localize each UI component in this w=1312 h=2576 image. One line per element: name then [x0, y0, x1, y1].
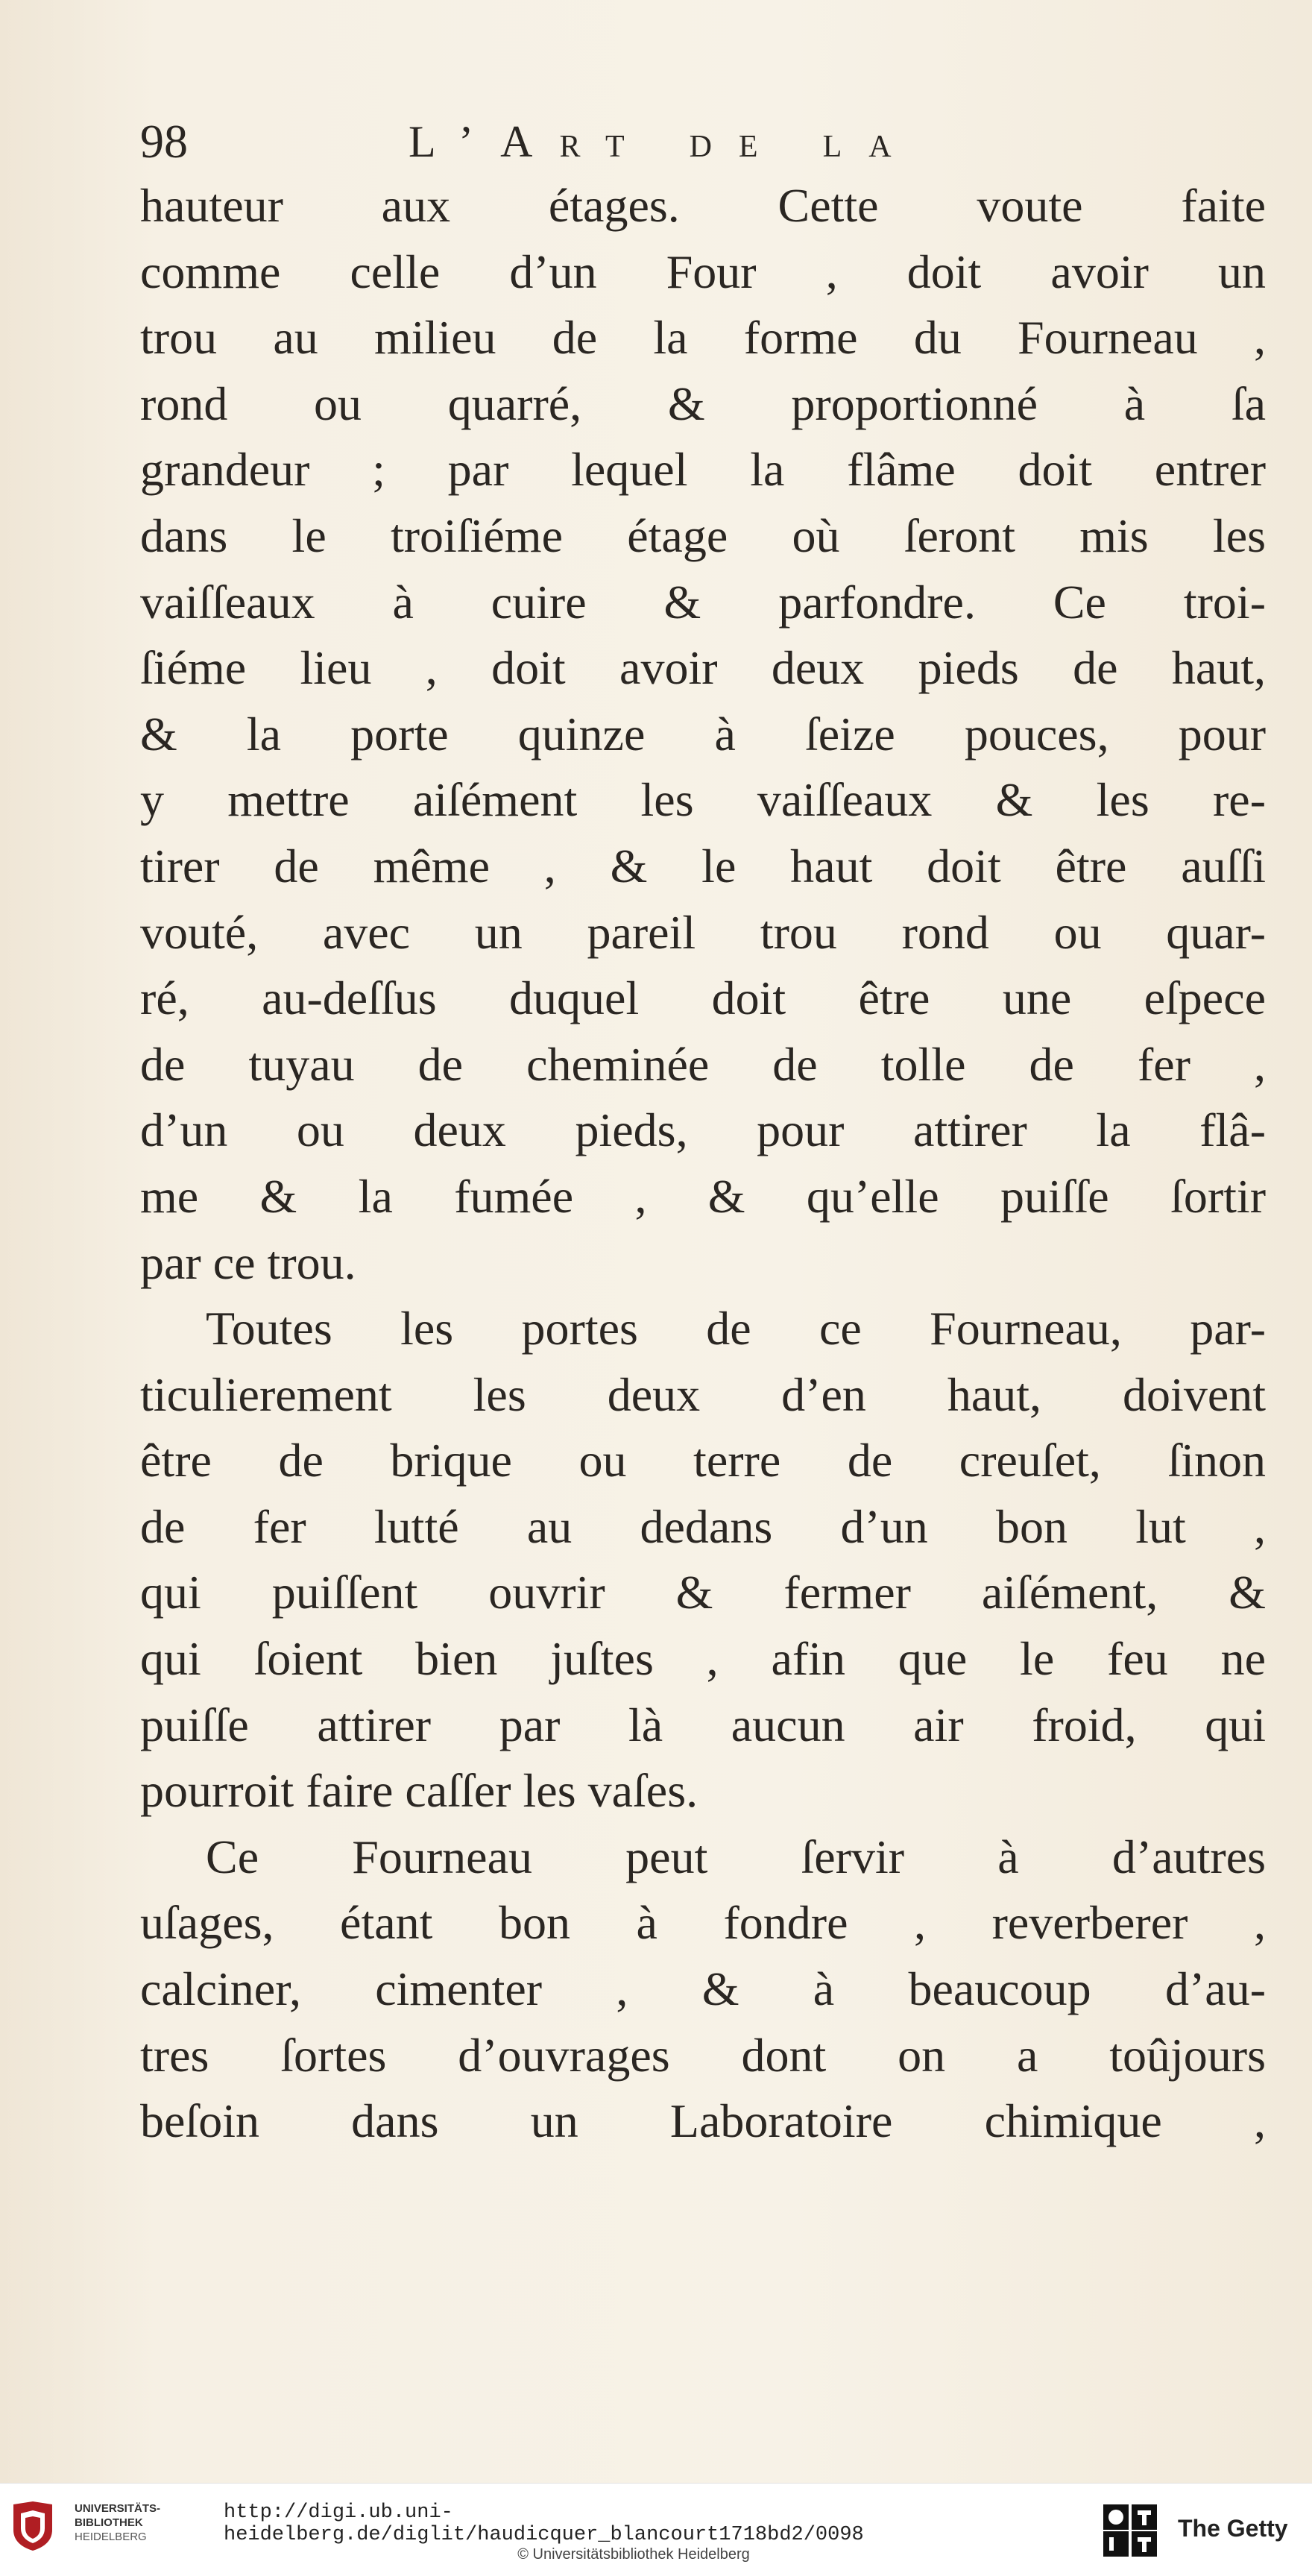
text-line: puiſſe attirer par là aucun air froid, qui	[140, 1698, 1266, 1751]
page-header	[140, 112, 1258, 171]
text-line: uſages, étant bon à fondre , reverberer ,	[140, 1896, 1266, 1950]
text-line: dans le troiſiéme étage où ſeront mis les	[140, 508, 1266, 562]
text-line: & la porte quinze à ſeize pouces, pour	[140, 707, 1266, 760]
text-line: d’un ou deux pieds, pour attirer la flâ-	[140, 1103, 1266, 1157]
text-line: tres ſortes d’ouvrages dont on a toûjours	[140, 2028, 1266, 2082]
text-line: ticulierement les deux d’en haut, doivent	[140, 1367, 1266, 1421]
library-name-line: BIBLIOTHEK	[75, 2516, 143, 2529]
text-line: qui ſoient bien juſtes , afin que le feu ne	[140, 1632, 1266, 1686]
body-text	[140, 173, 1266, 2155]
text-line: trou au milieu de la forme du Fourneau ,	[140, 311, 1266, 365]
text-line: comme celle d’un Four , doit avoir un	[140, 245, 1266, 298]
footer-bar	[0, 2483, 1312, 2576]
text-line: vaiſſeaux à cuire & parfondre. Ce troi-	[140, 575, 1266, 629]
text-line: être de brique ou terre de creuſet, ſinon	[140, 1434, 1266, 1487]
running-title: L’Art de la	[409, 117, 918, 166]
getty-name: The Getty	[1178, 2515, 1288, 2542]
text-line: calciner, cimenter , & à beaucoup d’au-	[140, 1962, 1266, 2016]
copyright-notice: © Universitätsbibliothek Heidelberg	[517, 2546, 750, 2563]
text-line: hauteur aux étages. Cette voute faite	[140, 179, 1266, 232]
text-line: ſiéme lieu , doit avoir deux pieds de haut,	[140, 641, 1266, 695]
text-line: qui puiſſent ouvrir & fermer aiſément, &	[140, 1566, 1266, 1619]
text-line: de fer lutté au dedans d’un bon lut ,	[140, 1499, 1266, 1553]
text-line: y mettre aiſément les vaiſſeaux & les re-	[140, 773, 1266, 827]
getty-logo-icon	[1102, 2503, 1160, 2558]
library-name-line: UNIVERSITÄTS-	[75, 2502, 161, 2515]
text-line: grandeur ; par lequel la flâme doit entrer	[140, 443, 1266, 497]
text-line: par ce trou.	[140, 1235, 356, 1289]
library-name	[75, 2501, 160, 2544]
text-line: vouté, avec un pareil trou rond ou quar-	[140, 905, 1266, 959]
text-line: ré, au-deſſus duquel doit être une eſpece	[140, 971, 1266, 1025]
text-line: me & la fumée , & qu’elle puiſſe ſortir	[140, 1169, 1266, 1223]
library-name-line: HEIDELBERG	[75, 2531, 147, 2543]
page-number: 98	[140, 115, 188, 168]
text-line: de tuyau de cheminée de tolle de fer ,	[140, 1037, 1266, 1091]
paragraph-first-line: Ce Fourneau peut ſervir à d’autres	[206, 1830, 1266, 1883]
heidelberg-university-library-logo-icon	[10, 2500, 55, 2552]
text-line: tirer de même , & le haut doit être auſſi	[140, 839, 1266, 892]
text-line: beſoin dans un Laboratoire chimique ,	[140, 2094, 1266, 2148]
text-line: pourroit faire caſſer les vaſes.	[140, 1764, 698, 1818]
paragraph-first-line: Toutes les portes de ce Fourneau, par-	[206, 1302, 1266, 1355]
text-line: rond ou quarré, & proportionné à ſa	[140, 377, 1266, 430]
permalink-url[interactable]: http://digi.ub.uni-heidelberg.de/diglit/haudicquer_blancourt1718bd2/0098	[224, 2501, 864, 2546]
